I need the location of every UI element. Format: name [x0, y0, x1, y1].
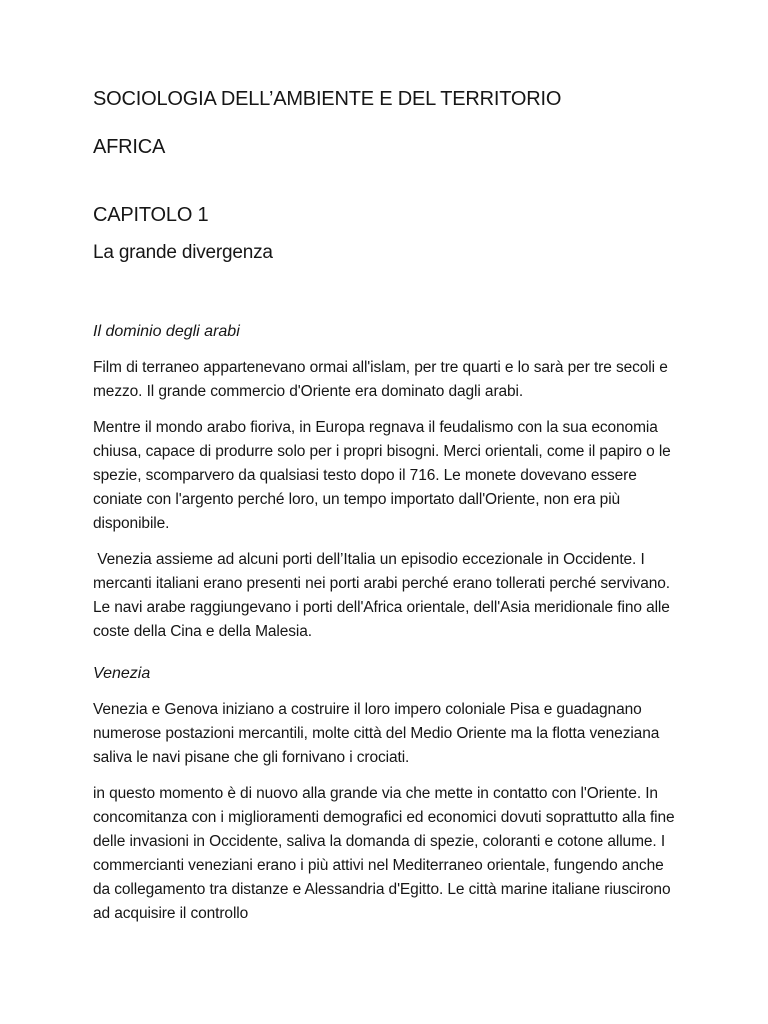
paragraph: Film di terraneo appartenevano ormai all'islam, per tre quarti e lo sarà per tre secoli e mezzo. Il grande commercio d'Oriente era dominato dagli arabi. — [93, 359, 672, 400]
section-heading: Il dominio degli arabi — [93, 323, 240, 340]
chapter-label: CAPITOLO 1 — [93, 204, 209, 226]
chapter-title: La grande divergenza — [93, 242, 273, 263]
paragraph: Mentre il mondo arabo fioriva, in Europa regnava il feudalismo con la sua economia chiusa, capace di produrre solo per i propri bisogni. Merci orientali, come il papiro o le spezie, scomparvero da qualsiasi testo dopo il 716. Le monete dovevano essere coniate con l'argento perché loro, un tempo importato dall'Oriente, non era più disponibile. — [93, 419, 675, 532]
paragraph: Venezia e Genova iniziano a costruire il loro impero coloniale Pisa e guadagnano numerose postazioni mercantili, molte città del Medio Oriente ma la flotta veneziana saliva le navi pisane che gli fornivano i crociati. — [93, 701, 664, 766]
paragraph: in questo momento è di nuovo alla grande via che mette in contatto con l'Oriente. In concomitanza con i miglioramenti demografici ed economici dovuti soprattutto alla fine delle invasioni in Occidente, saliva la domanda di spezie, coloranti e cotone allume. I commercianti veneziani erano i più attivi nel Mediterraneo orientale, fungendo anche da collegamento tra distanze e Alessandria d'Egitto. Le città marine italiane riuscirono ad acquisire il controllo — [93, 785, 679, 922]
document-title: SOCIOLOGIA DELL’AMBIENTE E DEL TERRITORIO — [93, 88, 562, 110]
document-subtitle: AFRICA — [93, 136, 166, 158]
section-heading: Venezia — [93, 665, 151, 682]
paragraph: Venezia assieme ad alcuni porti dell’Italia un episodio eccezionale in Occidente. I mercanti italiani erano presenti nei porti arabi perché erano tollerati perché servivano. Le navi arabe raggiungevano i porti dell'Africa orientale, dell'Asia meridionale fino alle coste della Cina e della Malesia. — [93, 551, 675, 640]
section-venezia — [93, 664, 679, 926]
section-dominio-arabi — [93, 322, 675, 644]
